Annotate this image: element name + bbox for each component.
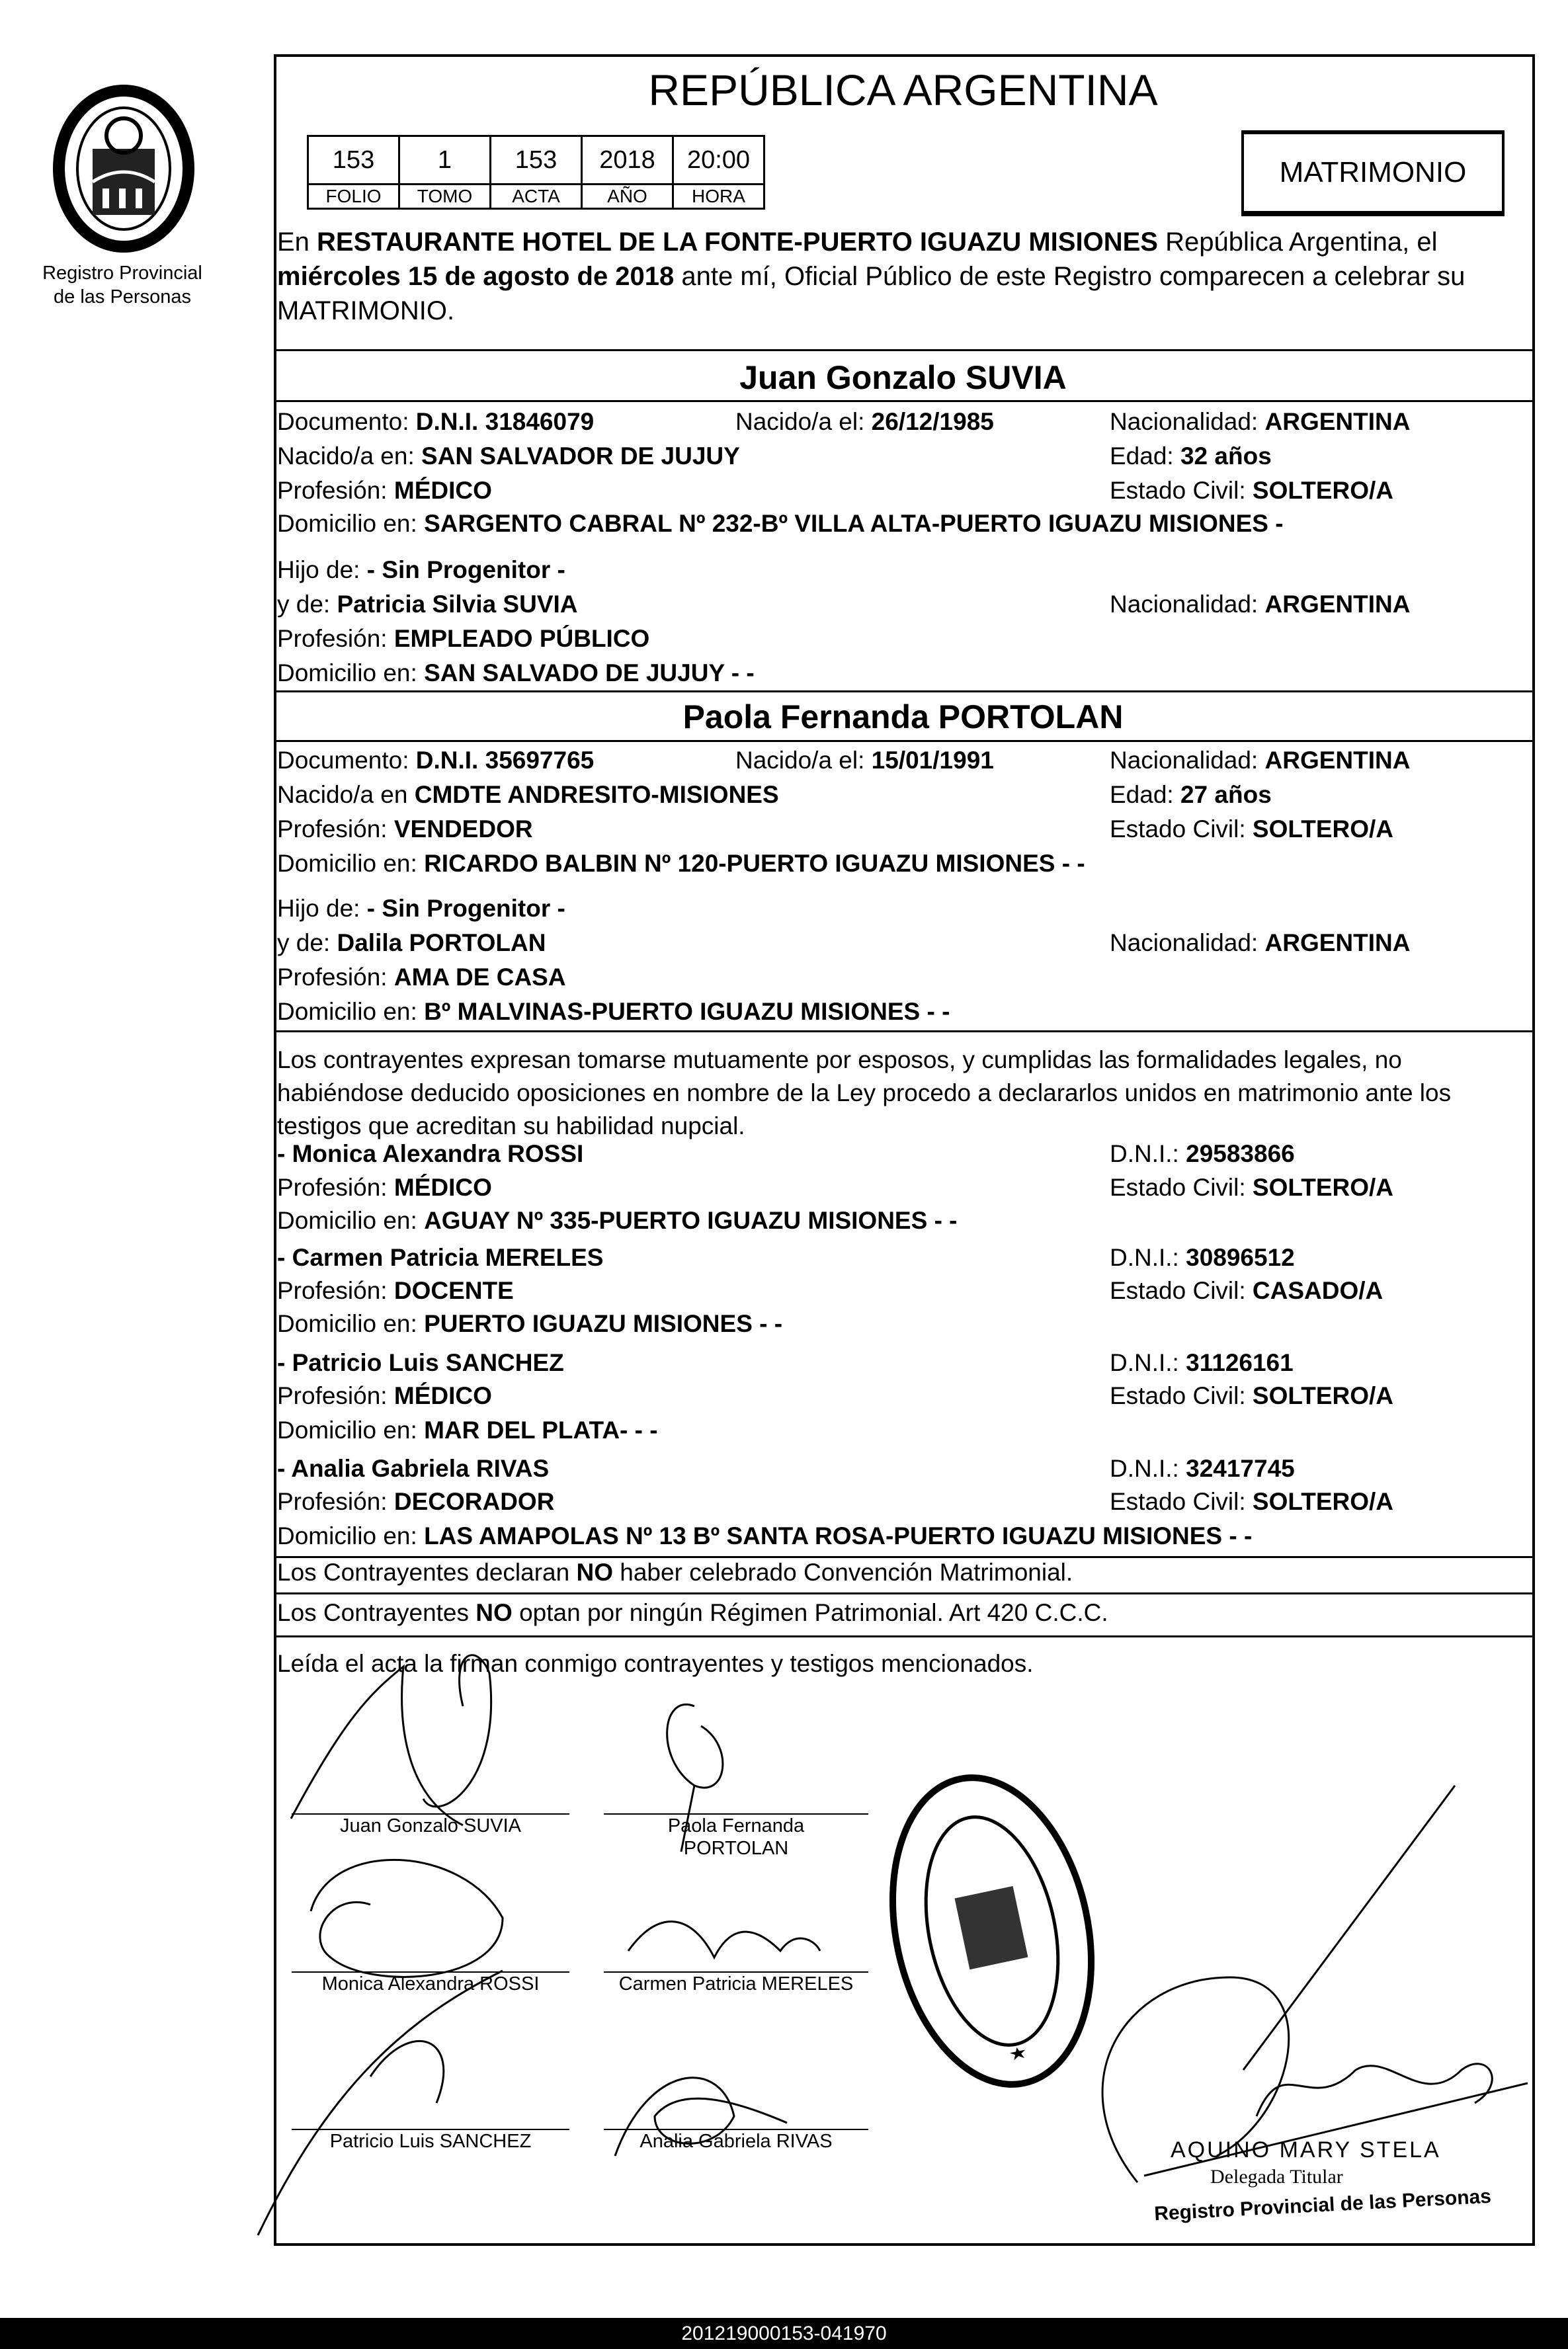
- label: Profesión:: [277, 815, 388, 843]
- label: Hijo de:: [277, 895, 360, 922]
- regime-statement: [277, 1599, 1108, 1627]
- divider: [274, 400, 1532, 402]
- spouse1-profession: MÉDICO: [393, 477, 492, 504]
- spouse2-father: - Sin Progenitor -: [366, 895, 565, 922]
- year-value: 2018: [582, 136, 673, 185]
- label: D.N.I.:: [1110, 1244, 1179, 1271]
- label: Profesión:: [277, 1277, 388, 1304]
- label: Estado Civil:: [1110, 1277, 1246, 1304]
- year-label: AÑO: [582, 185, 673, 209]
- ceremony-place: RESTAURANTE HOTEL DE LA FONTE-PUERTO IGUAZU MISIONES: [317, 227, 1158, 257]
- label: Domicilio en:: [277, 1417, 417, 1444]
- spouse2-mother-nationality: ARGENTINA: [1264, 929, 1411, 956]
- label: Nacido/a el:: [735, 408, 865, 435]
- label: y de:: [277, 929, 331, 956]
- spouse2-profession: VENDEDOR: [393, 815, 533, 843]
- folio-label: FOLIO: [308, 185, 399, 209]
- spouse2-civil-status: SOLTERO/A: [1252, 815, 1394, 843]
- label: Estado Civil:: [1110, 1174, 1246, 1201]
- label: Nacionalidad:: [1110, 408, 1259, 435]
- witness-civil-status: SOLTERO/A: [1252, 1488, 1394, 1515]
- label: Profesión:: [277, 1488, 388, 1515]
- divider: [274, 690, 1532, 692]
- witness-dni: 30896512: [1186, 1244, 1295, 1271]
- spouse2-mother-address: Bº MALVINAS-PUERTO IGUAZU MISIONES - -: [424, 998, 950, 1025]
- witness-name: - Patricio Luis SANCHEZ: [277, 1349, 564, 1376]
- intro-text: República Argentina, el: [1157, 227, 1438, 257]
- label: Nacido/a en:: [277, 442, 415, 470]
- label: Edad:: [1110, 781, 1174, 808]
- spouse1-mother: Patricia Silvia SUVIA: [337, 591, 578, 618]
- label: Estado Civil:: [1110, 815, 1246, 843]
- label: Domicilio en:: [277, 1522, 417, 1549]
- hour-value: 20:00: [673, 136, 764, 185]
- spouse2-birthplace: CMDTE ANDRESITO-MISIONES: [414, 781, 779, 808]
- signing-statement: Leída el acta la firman conmigo contrayentes y testigos mencionados.: [277, 1650, 1034, 1677]
- witness-address: MAR DEL PLATA- - -: [424, 1417, 658, 1444]
- spouse1-mother-nationality: ARGENTINA: [1264, 591, 1411, 618]
- spouse1-mother-address: SAN SALVADO DE JUJUY - -: [424, 659, 755, 686]
- logo-caption-line2: de las Personas: [54, 286, 191, 308]
- spouse2-birthdate: 15/01/1991: [871, 747, 994, 774]
- label: Hijo de:: [277, 556, 360, 583]
- official-seal-icon: [886, 1759, 1098, 2103]
- label: Edad:: [1110, 442, 1174, 470]
- witness-civil-status: SOLTERO/A: [1252, 1174, 1394, 1201]
- label: Nacido/a el:: [735, 747, 865, 774]
- label: Domicilio en:: [277, 998, 417, 1025]
- label: Profesión:: [277, 964, 388, 991]
- tomo-label: TOMO: [399, 185, 491, 209]
- spouse1-name: Juan Gonzalo SUVIA: [739, 359, 1067, 396]
- spouse1-mother-profession: EMPLEADO PÚBLICO: [393, 625, 650, 652]
- spouse1-age: 32 años: [1180, 442, 1272, 470]
- divider: [274, 740, 1532, 742]
- ceremony-date: miércoles 15 de agosto de 2018: [277, 262, 675, 291]
- signature-label-spouse2-line2: PORTOLAN: [683, 1838, 789, 1859]
- spouse1-nationality: ARGENTINA: [1264, 408, 1411, 435]
- label: Profesión:: [277, 625, 388, 652]
- witness-address: PUERTO IGUAZU MISIONES - -: [424, 1310, 783, 1337]
- label: Profesión:: [277, 477, 388, 504]
- text: Los Contrayentes: [277, 1599, 476, 1626]
- acta-label: ACTA: [491, 185, 582, 209]
- record-reference-table: [307, 135, 765, 210]
- declaration-paragraph: Los contrayentes expresan tomarse mutuamente por esposos, y cumplidas las formalidades legales, no habiéndose deducido oposiciones en nombre de la Ley procedo a declararlos unidos en matrimonio ante los testigos que acreditan su habilidad nupcial.: [277, 1046, 1452, 1139]
- label: Nacido/a en: [277, 781, 408, 808]
- label: Nacionalidad:: [1110, 929, 1259, 956]
- acta-value: 153: [491, 136, 582, 185]
- spouse2-age: 27 años: [1180, 781, 1272, 808]
- spouse1-birthdate: 26/12/1985: [871, 408, 994, 435]
- tomo-value: 1: [399, 136, 491, 185]
- official-role: Delegada Titular: [1210, 2166, 1343, 2188]
- spouse2-mother: Dalila PORTOLAN: [337, 929, 546, 956]
- official-name: AQUINO MARY STELA: [1171, 2137, 1441, 2163]
- convention-statement: [277, 1559, 1073, 1587]
- witness-name: - Carmen Patricia MERELES: [277, 1244, 604, 1271]
- witness-dni: 31126161: [1186, 1349, 1294, 1376]
- witness-name: - Monica Alexandra ROSSI: [277, 1140, 584, 1167]
- signature-label-witness2: Carmen Patricia MERELES: [618, 1973, 854, 1995]
- spouse2-nationality: ARGENTINA: [1264, 747, 1411, 774]
- intro-text: ante mí, Oficial Público de este Registro comparecen a celebrar su MATRIMONIO.: [277, 262, 1465, 325]
- spouse1-dni: D.N.I. 31846079: [415, 408, 595, 435]
- label: Estado Civil:: [1110, 477, 1246, 504]
- signature-label-witness4: Analia Gabriela RIVAS: [640, 2131, 833, 2152]
- spouse1-civil-status: SOLTERO/A: [1252, 477, 1394, 504]
- label: D.N.I.:: [1110, 1349, 1179, 1376]
- label: D.N.I.:: [1110, 1455, 1179, 1482]
- divider: [274, 1030, 1532, 1032]
- text: haber celebrado Convención Matrimonial.: [613, 1559, 1073, 1586]
- witness-profession: DECORADOR: [393, 1488, 555, 1515]
- label: Domicilio en:: [277, 659, 417, 686]
- witness-profession: DOCENTE: [393, 1277, 514, 1304]
- spouse2-dni: D.N.I. 35697765: [415, 747, 595, 774]
- divider: [274, 1635, 1532, 1637]
- signature-label-spouse1: Juan Gonzalo SUVIA: [339, 1815, 522, 1836]
- record-type-box: MATRIMONIO: [1241, 130, 1505, 216]
- witness-civil-status: CASADO/A: [1252, 1277, 1383, 1304]
- label: y de:: [277, 591, 331, 618]
- signature-label-spouse2-line1: Paola Fernanda: [667, 1815, 805, 1836]
- witness-name: - Analia Gabriela RIVAS: [277, 1455, 550, 1482]
- witness-civil-status: SOLTERO/A: [1252, 1382, 1394, 1409]
- text: Los Contrayentes declaran: [277, 1559, 577, 1586]
- official-office: Registro Provincial de las Personas: [1153, 2185, 1492, 2225]
- witness-dni: 32417745: [1186, 1455, 1295, 1482]
- witness-address: AGUAY Nº 335-PUERTO IGUAZU MISIONES - -: [424, 1207, 958, 1234]
- spouse2-address: RICARDO BALBIN Nº 120-PUERTO IGUAZU MISIONES - -: [424, 850, 1085, 877]
- signature-label-witness3: Patricio Luis SANCHEZ: [329, 2131, 532, 2152]
- signature-label-witness1: Monica Alexandra ROSSI: [321, 1973, 540, 1995]
- label: Profesión:: [277, 1174, 388, 1201]
- label: Estado Civil:: [1110, 1488, 1246, 1515]
- spouse2-mother-profession: AMA DE CASA: [393, 964, 566, 991]
- spouse1-address: SARGENTO CABRAL Nº 232-Bº VILLA ALTA-PUERTO IGUAZU MISIONES -: [424, 510, 1284, 537]
- spouse1-birthplace: SAN SALVADOR DE JUJUY: [421, 442, 740, 470]
- document-title: REPÚBLICA ARGENTINA: [648, 65, 1158, 114]
- province-coat-of-arms-icon: [36, 83, 212, 255]
- label: D.N.I.:: [1110, 1140, 1179, 1167]
- hour-label: HORA: [673, 185, 764, 209]
- label: Documento:: [277, 408, 409, 435]
- label: Nacionalidad:: [1110, 591, 1259, 618]
- witness-profession: MÉDICO: [393, 1174, 492, 1201]
- label: Domicilio en:: [277, 510, 417, 537]
- witness-profession: MÉDICO: [393, 1382, 492, 1409]
- text: optan por ningún Régimen Patrimonial. Art 420 C.C.C.: [512, 1599, 1108, 1626]
- intro-text: En: [277, 227, 317, 257]
- logo-caption-line1: Registro Provincial: [42, 263, 202, 284]
- label: Domicilio en:: [277, 1310, 417, 1337]
- witness-dni: 29583866: [1186, 1140, 1295, 1167]
- label: Domicilio en:: [277, 850, 417, 877]
- divider: [274, 1556, 1532, 1558]
- intro-paragraph: [277, 225, 1530, 328]
- label: Nacionalidad:: [1110, 747, 1259, 774]
- label: Profesión:: [277, 1382, 388, 1409]
- folio-value: 153: [308, 136, 399, 185]
- label: Documento:: [277, 747, 409, 774]
- text: NO: [576, 1559, 613, 1586]
- spouse2-name: Paola Fernanda PORTOLAN: [682, 698, 1124, 735]
- label: Estado Civil:: [1110, 1382, 1246, 1409]
- text: NO: [475, 1599, 513, 1626]
- divider: [274, 349, 1532, 351]
- divider: [274, 1592, 1532, 1594]
- spouse1-father: - Sin Progenitor -: [366, 556, 565, 583]
- document-barcode-id: 201219000153-041970: [0, 2318, 1568, 2349]
- witness-address: LAS AMAPOLAS Nº 13 Bº SANTA ROSA-PUERTO IGUAZU MISIONES - -: [424, 1522, 1253, 1549]
- label: Domicilio en:: [277, 1207, 417, 1234]
